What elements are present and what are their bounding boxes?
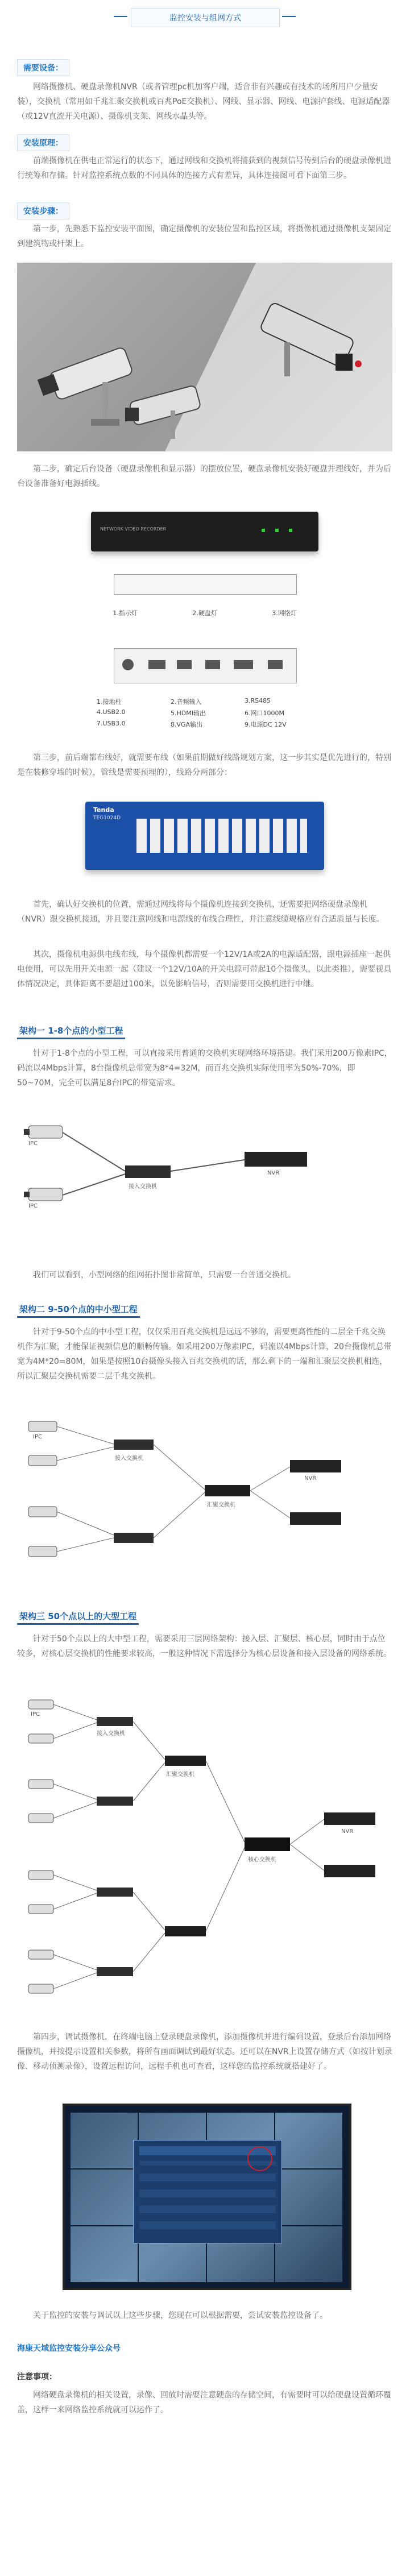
principle-label: 安装原理： — [17, 134, 69, 151]
ipc-label: IPC — [31, 1711, 40, 1718]
notice-text: 网络硬盘录像机的相关设置，录像、回放时需要注意硬盘的存储空间，有需要时可以给硬盘设置循环覆盖，这样一来网络监控系统就可以运作了。 — [17, 2391, 391, 2415]
arch-small-text: 针对于1-8个点的小型工程，可以直接采用普通的交换机实现网络环境搭建。我们采用200万像素IPC，码流以4Mbps计算，8台摄像机总带宽为8*4=32M，而百兆交换机实际使用率为50%-70%，即50~70M，完全可以满足8台IPC的带宽需求。 — [17, 1049, 392, 1088]
aggregation-switch-icon — [165, 1756, 206, 1766]
nvr-device-icon — [290, 1460, 341, 1472]
access-switch-icon — [97, 1888, 133, 1897]
nvr-label: NVR — [341, 1828, 354, 1835]
nvr-back-label-7: 7.USB3.0 — [97, 720, 126, 727]
access-switch-label: 接入交换机 — [97, 1731, 125, 1737]
ipc-camera-icon — [28, 1984, 53, 1993]
nvr-front-label-2: 2.硬盘灯 — [192, 609, 217, 617]
ipc-camera-icon — [28, 1421, 57, 1432]
step4-text: 第四步，调试摄像机，在终端电脑上登录硬盘录像机，添加摄像机并进行编码设置，登录后台添加网络摄像机，并按提示设置相关参数，将所有画面调试到最好状态。还可以在NVR上设置存储方式（如按计划录像、移动侦测录像），设置远程访问，远程手机也可查看，这样您的监控系统就搭建好了。 — [17, 2032, 392, 2071]
nvr-front-panel — [91, 512, 318, 551]
nvr-back-label-1: 1.接地柱 — [97, 698, 122, 706]
nvr-back-label-3: 3.RS485 — [245, 697, 271, 704]
header-banner — [131, 8, 280, 27]
nvr-back-diagram — [114, 648, 297, 683]
aggregation-switch-icon — [205, 1485, 250, 1496]
devices-text: 网络摄像机、硬盘录像机NVR（或者管理pc机加客户端，适合非有兴趣或有技术的场所用户少量安装），交换机（常用如千兆汇聚交换机或百兆PoE交换机）、网线、显示器、网线、电源护套线、电源适配器（或12V直流开关电源）、摄像机支架、网线水晶头等。 — [17, 82, 390, 121]
access-switch-label: 接入交换机 — [115, 1455, 143, 1462]
access-switch-icon — [97, 1717, 133, 1726]
nvr-front-diagram — [114, 574, 297, 595]
nvr-back-label-5: 5.HDMI输出 — [171, 710, 206, 717]
switch-brand: Tenda — [93, 806, 114, 814]
ipc-camera-icon — [28, 1779, 53, 1789]
ipc-camera-icon — [24, 1126, 63, 1138]
ipc-label: IPC — [33, 1434, 42, 1440]
ipc-camera-icon — [28, 1734, 53, 1743]
access-switch-icon — [125, 1165, 171, 1178]
nvr-device-icon — [290, 1512, 341, 1525]
access-switch-icon — [97, 1967, 133, 1976]
ipc-camera-icon — [28, 1546, 57, 1557]
switch-ports — [136, 819, 307, 853]
devices-label: 需要设备： — [17, 59, 69, 76]
step2-text: 第二步，确定后台设备（硬盘录像机和显示器）的摆放位置，硬盘录像机安装好硬盘并理线好，并为后台设备准备好电源插线。 — [17, 464, 391, 488]
access-switch-icon — [97, 1797, 133, 1806]
footer-intro: 关于监控的安装与调试以上这些步骤，您现在可以根据需要，尝试安装监控设备了。 — [33, 2311, 328, 2320]
ipc-camera-icon — [28, 1700, 53, 1709]
arch-large-text: 针对于50个点以上的大中型工程，需要采用三层网络架构：接入层、汇聚层、核心层，同时由于点位较多，对核心层交换机的性能要求较高，一般这种情况下需选择分为核心层设备和接入层设备的网络系统。 — [17, 1635, 391, 1658]
nvr-front-label-1: 1.指示灯 — [113, 609, 138, 617]
access-switch-label: 接入交换机 — [129, 1184, 157, 1190]
camera-illustration — [17, 263, 392, 451]
ipc-camera-icon — [28, 1814, 53, 1823]
arch-mid-text: 针对于9-50个点的中小型工程，仅仅采用百兆交换机是远远不够的，需要更高性能的二层全千兆交换机作为汇聚，才能保证视频信息的顺畅传输。如采用200万像素IPC，码流以4Mbps计算，20台摄像机总带宽为4M*20=80M，如果是按照10台摄像头接入百兆交换机的话，那么剩下的一端和汇聚层交换机相连，所以汇聚层交换机需要二层千兆交换机。 — [17, 1328, 392, 1381]
nvr-label: NVR — [304, 1475, 317, 1482]
nvr-back-label-8: 8.VGA输出 — [171, 721, 203, 728]
camera-photo — [17, 263, 392, 451]
aggregation-switch-label: 汇聚交换机 — [207, 1502, 235, 1508]
ipc-camera-icon — [28, 1870, 53, 1880]
footer-link[interactable]: 海康天域监控安装分享公众号 — [17, 2344, 121, 2353]
ipc-camera-icon — [28, 1905, 53, 1914]
step1-text: 第一步，先熟悉下监控安装平面图，确定摄像机的安装位置和监控区域，将摄像机通过摄像机支架固定到建筑物或杆架上。 — [17, 225, 391, 248]
ipc-label-2: IPC — [28, 1203, 38, 1209]
nvr-brand: NETWORK VIDEO RECORDER — [100, 526, 167, 532]
switch-photo — [85, 802, 324, 870]
aggregation-switch-label: 汇聚交换机 — [166, 1772, 194, 1778]
step3-text: 第三步，前后端都布线好，就需要布线（如果前期做好线路规划方案，这一步其实是优先进行的，特别是在装修穿墙的时候），管线是需要预埋的），线路分两部分： — [17, 753, 391, 777]
nvr-back-label-4: 4.USB2.0 — [97, 708, 126, 716]
principle-text: 前端摄像机在供电正常运行的状态下，通过网线和交换机将捕获到的视频信号传到后台的硬盘录像机进行统筹和存储。针对监控系统点数的不同具体的连接方式有差异，具体连接图可看下面第三步。 — [17, 156, 391, 180]
nvr-indicator-lights — [262, 529, 296, 532]
notice-title: 注意事项： — [17, 2372, 57, 2382]
switch-model: TEG1024D — [93, 815, 121, 821]
ipc-camera-icon — [28, 1455, 57, 1466]
arch-small-note: 我们可以看到，小型网络的组网拓扑图非常简单，只需要一台普通交换机。 — [33, 1271, 296, 1280]
nvr-back-label-9: 9.电源DC 12V — [245, 721, 287, 728]
arch-large-title: 架构三 50个点以上的大型工程 — [17, 1609, 139, 1625]
access-switch-icon — [114, 1533, 154, 1543]
nvr-front-label-3: 3.网络灯 — [272, 609, 297, 617]
access-switch-icon — [114, 1440, 154, 1450]
nvr-device-icon — [324, 1865, 375, 1877]
header-deco-left — [114, 16, 127, 17]
nvr-back-label-2: 2.音频输入 — [171, 698, 202, 706]
ipc-camera-icon — [24, 1188, 63, 1201]
core-switch-icon — [245, 1837, 290, 1851]
arch-small-diagram — [17, 1103, 392, 1251]
header-deco-right — [282, 16, 296, 17]
ipc-label-1: IPC — [28, 1140, 38, 1147]
header-title: 监控安装与组网方式 — [169, 14, 241, 23]
arch-small-title: 架构一 1-8个点的小型工程 — [17, 1023, 125, 1039]
nvr-back-label-6: 6.网口1000M — [245, 710, 284, 717]
arch-mid-diagram — [17, 1404, 392, 1586]
aggregation-switch-icon — [165, 1926, 206, 1936]
steps-label: 安装步骤： — [17, 202, 69, 219]
arch-mid-title: 架构二 9-50个点的中小型工程 — [17, 1302, 140, 1318]
monitor-dialog — [133, 2140, 282, 2243]
nvr-label: NVR — [267, 1170, 280, 1176]
ipc-camera-icon — [28, 1950, 53, 1959]
arch-large-diagram — [17, 1689, 392, 2007]
nvr-device-icon — [324, 1812, 375, 1825]
core-switch-label: 核心交换机 — [248, 1857, 276, 1863]
step3b-text: 其次，摄像机电源供电线布线，每个摄像机都需要一个12V/1A或2A的电源适配器，跟电源插座一起供电使用，可以先用开关电源一起（建议一个12V/10A的开关电源可带起10个摄像头，以此类推），需要视具体情况决定，具体距离不要超过100米，以免影响信号，否则需要用交换机进行中继。 — [17, 950, 392, 989]
ipc-camera-icon — [28, 1507, 57, 1517]
monitor-screenshot — [63, 2104, 351, 2290]
nvr-device-icon — [245, 1152, 307, 1167]
step3a-text: 首先，确认好交换机的位置，需通过网线将每个摄像机连接到交换机，还需要把网络硬盘录像机（NVR）跟交换机接通，并且要注意网线和电源线的布线合理性，并注意线缆规格应有合适质量与长度。 — [17, 900, 384, 924]
